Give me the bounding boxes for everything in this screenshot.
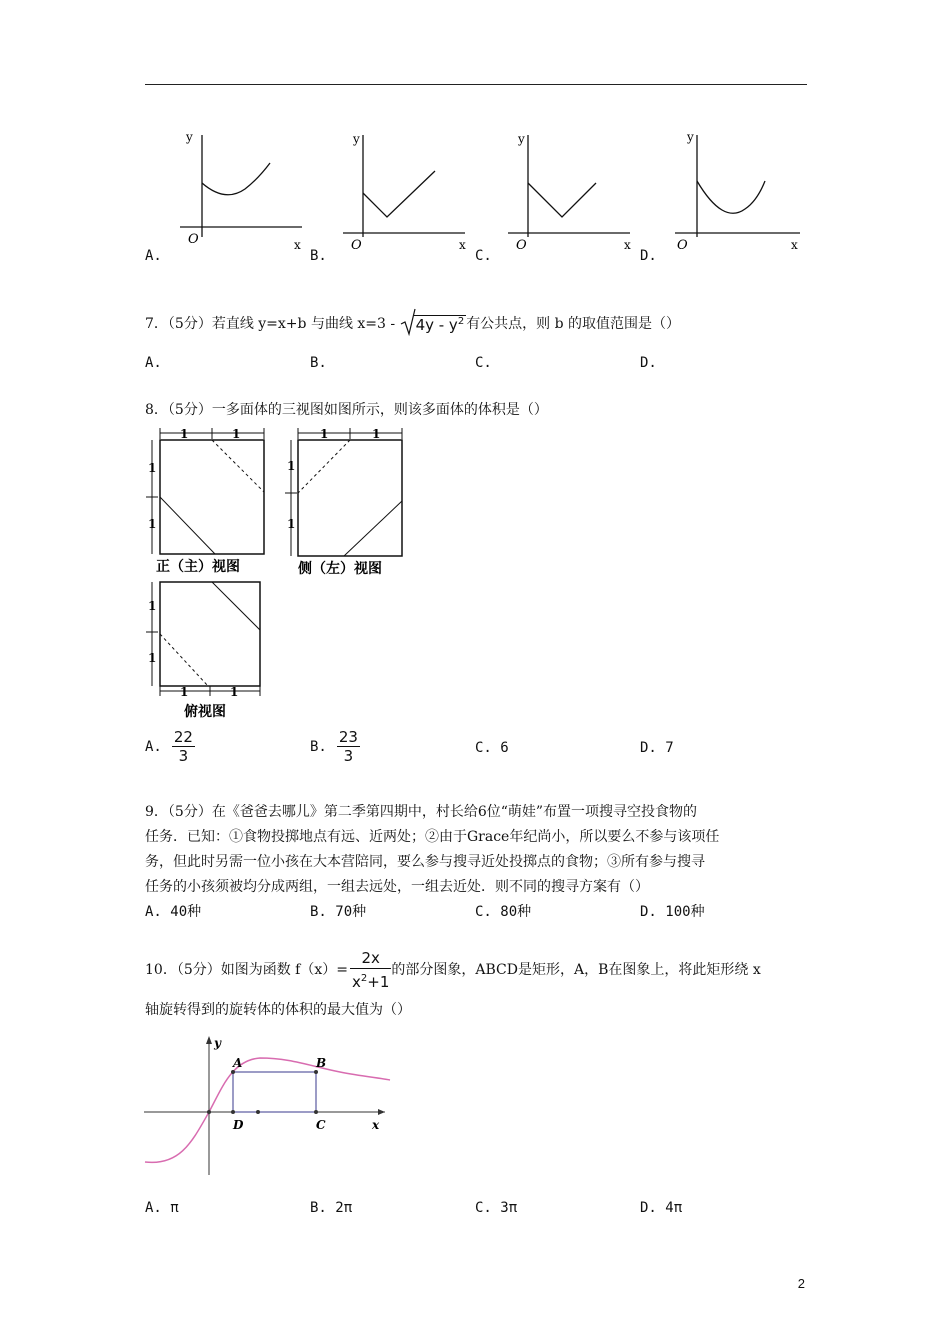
point-d-label: D <box>233 1118 244 1132</box>
option-value: 7 <box>665 740 674 756</box>
dim-label: 1 <box>148 517 157 531</box>
q7-prefix: 7．（5分）若直线 y=x+b 与曲线 x=3 - <box>145 316 396 332</box>
option-value: 6 <box>500 740 509 756</box>
q7-suffix: 有公共点，则 b 的取值范围是（） <box>466 316 681 332</box>
dim-label: 1 <box>148 599 157 613</box>
den-exponent: 2 <box>360 973 368 984</box>
header-rule <box>145 84 807 85</box>
page-number: 2 <box>797 1276 805 1291</box>
numerator: 22 <box>173 728 193 746</box>
axis-y-label: y <box>518 132 525 146</box>
q10-prefix: 10．（5分）如图为函数 f（x）= <box>145 962 348 978</box>
axis-x-label: x <box>624 238 631 250</box>
point-c-label: C <box>316 1118 326 1132</box>
q9-line: 务，但此时另需一位小孩在大本营陪同，要么参与搜寻近处投掷点的食物；③所有参与搜寻 <box>145 854 705 870</box>
q9-option-a: A. 40种 <box>145 904 202 920</box>
dim-label: 1 <box>372 427 381 441</box>
q10-option-c: C. 3π <box>475 1200 518 1216</box>
fraction <box>172 728 195 765</box>
denominator <box>350 969 391 992</box>
q8-option-d <box>640 740 674 756</box>
den-base: x <box>351 973 361 991</box>
q9-line: 任务．已知：①食物投掷地点有远、近两处；②由于Grace年纪尚小，所以要么不参与该项任 <box>145 829 720 845</box>
den-tail: +1 <box>367 973 390 991</box>
denominator: 3 <box>343 747 354 765</box>
top-view <box>140 578 270 720</box>
q10-graph <box>140 1030 400 1180</box>
numerator: 2x <box>350 948 391 969</box>
axis-x-label: x <box>372 1118 380 1132</box>
dim-label: 1 <box>180 685 189 699</box>
front-view-label: 正（主）视图 <box>156 559 240 575</box>
option-label: D. <box>640 740 657 756</box>
axis-x-label: x <box>459 238 466 250</box>
q8-option-b <box>310 728 360 765</box>
q7-text <box>145 312 680 336</box>
q7-option-d: D. <box>640 355 657 371</box>
q9-line: 9．（5分）在《爸爸去哪儿》第二季第四期中，村长给6位“萌娃”布置一项搜寻空投食物的 <box>145 804 698 820</box>
q10-text <box>145 948 761 992</box>
q6-graph-c <box>500 125 645 250</box>
origin-label: O <box>188 232 199 247</box>
origin-label: O <box>677 238 688 250</box>
fraction <box>337 728 360 765</box>
q10-option-d: D. 4π <box>640 1200 683 1216</box>
origin-label: O <box>516 238 527 250</box>
axis-y-label: y <box>687 130 694 144</box>
q7-option-c: C. <box>475 355 492 371</box>
q10-option-b: B. 2π <box>310 1200 353 1216</box>
q6-option-a: A. <box>145 248 162 264</box>
q9-option-b: B. 70种 <box>310 904 367 920</box>
axis-y-label: y <box>353 132 360 146</box>
side-view-label: 侧（左）视图 <box>298 561 382 577</box>
dim-label: 1 <box>232 427 241 441</box>
q6-graph-b <box>335 125 480 250</box>
dim-label: 1 <box>180 427 189 441</box>
dim-label: 1 <box>230 685 239 699</box>
axis-x-label: x <box>294 238 301 250</box>
q7-exponent: 2 <box>457 316 465 327</box>
q6-graph-a <box>170 125 315 250</box>
q10-option-a: A. π <box>145 1200 179 1216</box>
dim-label: 1 <box>148 461 157 475</box>
denominator: 3 <box>178 747 189 765</box>
q6-option-c: C. <box>475 248 492 264</box>
axis-x-label: x <box>791 238 798 250</box>
q7-option-a: A. <box>145 355 162 371</box>
dim-label: 1 <box>287 459 296 473</box>
dim-label: 1 <box>320 427 329 441</box>
q6-option-d: D. <box>640 248 657 264</box>
side-view <box>280 425 410 577</box>
front-view <box>140 425 270 575</box>
q10-fraction <box>350 948 391 992</box>
option-label: C. <box>475 740 492 756</box>
q7-radical <box>400 312 467 336</box>
origin-label: O <box>351 238 362 250</box>
q8-text: 8．（5分）一多面体的三视图如图所示，则该多面体的体积是（） <box>145 402 548 418</box>
q10-line2: 轴旋转得到的旋转体的体积的最大值为（） <box>145 1002 411 1018</box>
numerator: 23 <box>338 728 358 746</box>
q10-suffix: 的部分图象，ABCD是矩形，A，B在图象上，将此矩形绕 x <box>391 962 761 978</box>
q8-option-c <box>475 740 509 756</box>
point-a-label: A <box>233 1056 243 1070</box>
option-label: B. <box>310 738 327 755</box>
q9-text <box>145 800 810 900</box>
option-label: A. <box>145 738 162 755</box>
q7-radicand: 4y - y <box>415 316 458 334</box>
axis-y-label: y <box>214 1036 221 1050</box>
q9-option-d: D. 100种 <box>640 904 705 920</box>
q8-option-a <box>145 728 195 765</box>
axis-y-label: y <box>186 130 193 144</box>
q9-option-c: C. 80种 <box>475 904 532 920</box>
q6-graph-d <box>665 125 810 250</box>
q9-line: 任务的小孩须被均分成两组，一组去远处，一组去近处．则不同的搜寻方案有（） <box>145 879 649 895</box>
dim-label: 1 <box>148 651 157 665</box>
q6-option-b: B. <box>310 248 327 264</box>
point-b-label: B <box>316 1056 327 1070</box>
top-view-label: 俯视图 <box>184 704 226 720</box>
q7-option-b: B. <box>310 355 327 371</box>
dim-label: 1 <box>287 517 296 531</box>
